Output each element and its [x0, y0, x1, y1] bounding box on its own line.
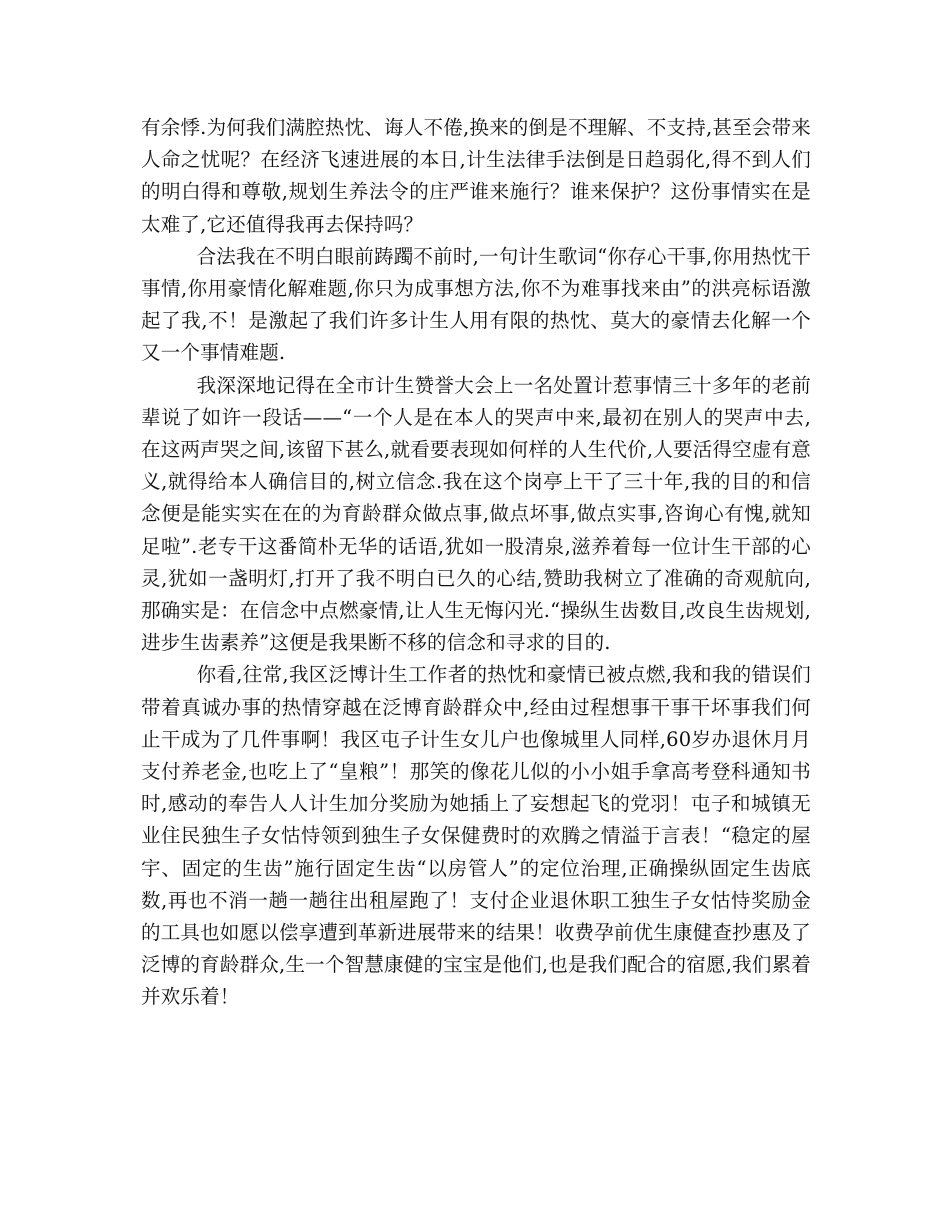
document-page [141, 112, 811, 1014]
paragraph-song-lyrics: 合法我在不明白眼前踌躅不前时,一句计生歌词“你存心干事,你用热忱干事情,你用豪情化解难题,你只为成事想方法,你不为难事找来由”的洪亮标语激起了我,不！是激起了我们许多计生人用有限的热忱、莫大的豪情去化解一个又一个事情难题. [141, 244, 811, 365]
paragraph-continuation: 有余悸.为何我们满腔热忱、诲人不倦,换来的倒是不理解、不支持,甚至会带来人命之忧呢？在经济飞速进展的本日,计生法律手法倒是日趋弱化,得不到人们的明白得和尊敬,规划生养法令的庄严谁来施行？谁来保护？这份事情实在是太难了,它还值得我再去保持吗？ [141, 116, 811, 236]
paragraph-achievements: 你看,往常,我区泛博计生工作者的热忱和豪情已被点燃,我和我的错误们带着真诚办事的热情穿越在泛博育龄群众中,经由过程想事干事干坏事我们何止干成为了几件事啊！我区屯子计生女儿户也像城里人同样,60岁办退休月月支付养老金,也吃上了“皇粮”！那笑的像花儿似的小小姐手拿高考登科通知书时,感动的奉告人人计生加分奖励为她插上了妄想起飞的党羽！屯子和城镇无业住民独生子女怙恃领到独生子女保健费时的欢腾之情溢于言表！“稳定的屋宇、固定的生齿”施行固定生齿“以房管人”的定位治理,正确操纵固定生齿底数,再也不消一趟一趟往出租屋跑了！支付企业退休职工独生子女怙恃奖励金的工具也如愿以偿享遭到革新进展带来的结果！收费孕前优生康健查抄惠及了泛博的育龄群众,生一个智慧康健的宝宝是他们,也是我们配合的宿愿,我们累着并欢乐着！ [141, 663, 811, 1009]
paragraph-elder-speech: 我深深地记得在全市计生赞誉大会上一名处置计惹事情三十多年的老前辈说了如许一段话——“一个人是在本人的哭声中来,最初在别人的哭声中去,在这两声哭之间,该留下甚么,就看要表现如何样的人生代价,人要活得空虚有意义,就得给本人确信目的,树立信念.我在这个岗亭上干了三十年,我的目的和信念便是能实实在在的为育龄群众做点事,做点坏事,做点实事,咨询心有愧,就知足啦”.老专干这番简朴无华的话语,犹如一股清泉,滋养着每一位计生干部的心灵,犹如一盏明灯,打开了我不明白已久的心结,赞助我树立了准确的奇观航向,那确实是：在信念中点燃豪情,让人生无悔闪光.“操纵生齿数目,改良生齿规划,进步生齿素养”这便是我果断不移的信念和寻求的目的. [141, 373, 811, 655]
